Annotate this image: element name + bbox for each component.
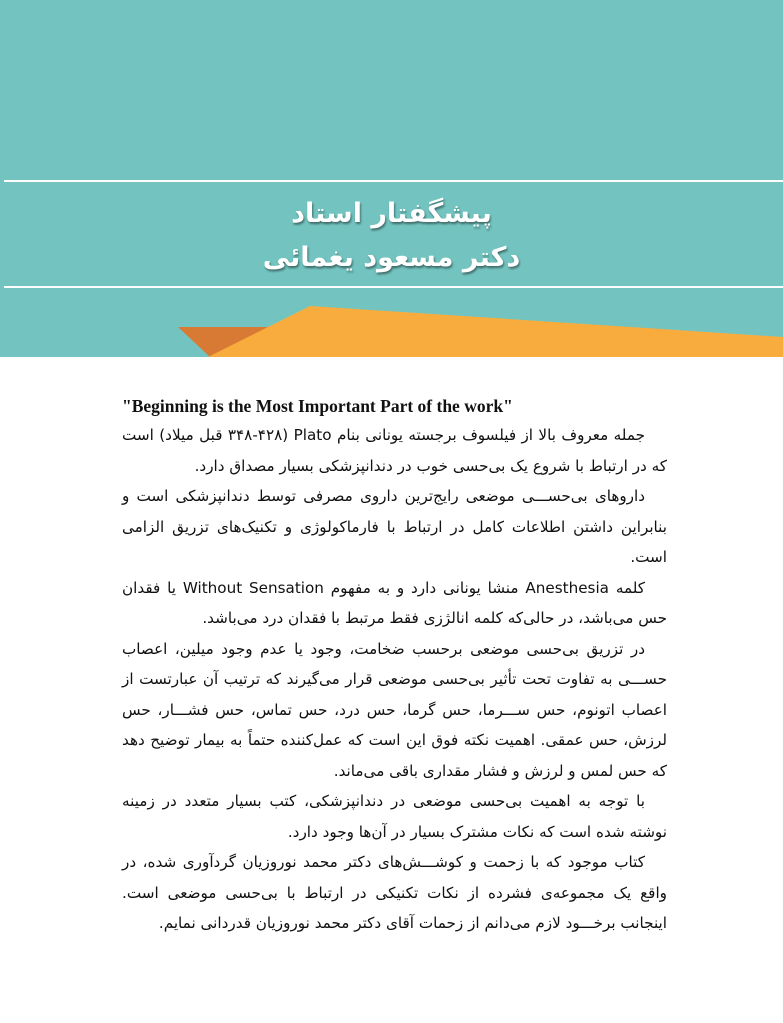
paragraph-books: با توجه به اهمیت بی‌حسی موضعی در دندانپزشکی، کتب بسیار متعدد در زمینه نوشته شده است که نکات مشترک بسیار در آن‌ها وجود دارد.	[122, 792, 667, 841]
paragraph-plato: جمله معروف بالا از فیلسوف برجسته یونانی بنام Plato (۳۴۸-۴۲۸ قبل میلاد) است که در ارتباط با شروع یک بی‌حسی خوب در دندانپزشکی بسیار مصداق دارد.	[122, 426, 667, 475]
header-top-rule	[4, 180, 783, 182]
paragraph-drugs: داروهای بی‌حســـی موضعی رایج‌ترین داروی مصرفی توسط دندانپزشکی است و بنابراین داشتن اطلاعات کامل در ارتباط با فارماکولوژی و تکنیک‌های تزریق الزامی است.	[122, 487, 667, 566]
paragraph-nerve-order: در تزریق بی‌حسی موضعی برحسب ضخامت، وجود یا عدم وجود میلین، اعصاب حســـی به تفاوت تحت تأثیر بی‌حسی موضعی قرار می‌گیرند که ترتیب آن عبارتست از اعصاب اتونوم، حس ســـرما، حس گرما، حس درد، حس تماس، حس فشـــار، حس لرزش، حس عمقی. اهمیت نکته فوق این است که عمل‌کننده حتماً به بیمار توضیح دهد که حس لمس و لرزش و فشار مقداری باقی می‌ماند.	[122, 639, 667, 780]
paragraph-anesthesia-definition: کلمه Anesthesia منشا یونانی دارد و به مفهوم Without Sensation یا فقدان حس می‌باشد، در حالی‌که کلمه انالژزی فقط مرتبط با فقدان درد می‌باشد.	[122, 578, 667, 627]
epigraph-quote: "Beginning is the Most Important Part of the work"	[122, 396, 513, 416]
header-title-line2: دکتر مسعود یغمائی	[262, 242, 521, 273]
header-title	[0, 192, 783, 280]
header-bottom-rule	[4, 286, 783, 288]
header-band	[0, 0, 783, 357]
header-title-line1: پیشگفتار استاد	[291, 198, 492, 229]
paragraph-acknowledgement: کتاب موجود که با زحمت و کوشـــش‌های دکتر محمد نوروزیان گردآوری شده، در واقع یک مجموعه‌ی فشرده از نکات تکنیکی در ارتباط با بی‌حسی موضعی است. اینجانب برخـــود لازم می‌دانم از زحمات آقای دکتر محمد نوروزیان قدردانی نمایم.	[122, 853, 667, 932]
orange-light-wedge	[208, 306, 783, 357]
preface-content	[122, 392, 667, 939]
header-decorative-shapes	[0, 300, 783, 357]
